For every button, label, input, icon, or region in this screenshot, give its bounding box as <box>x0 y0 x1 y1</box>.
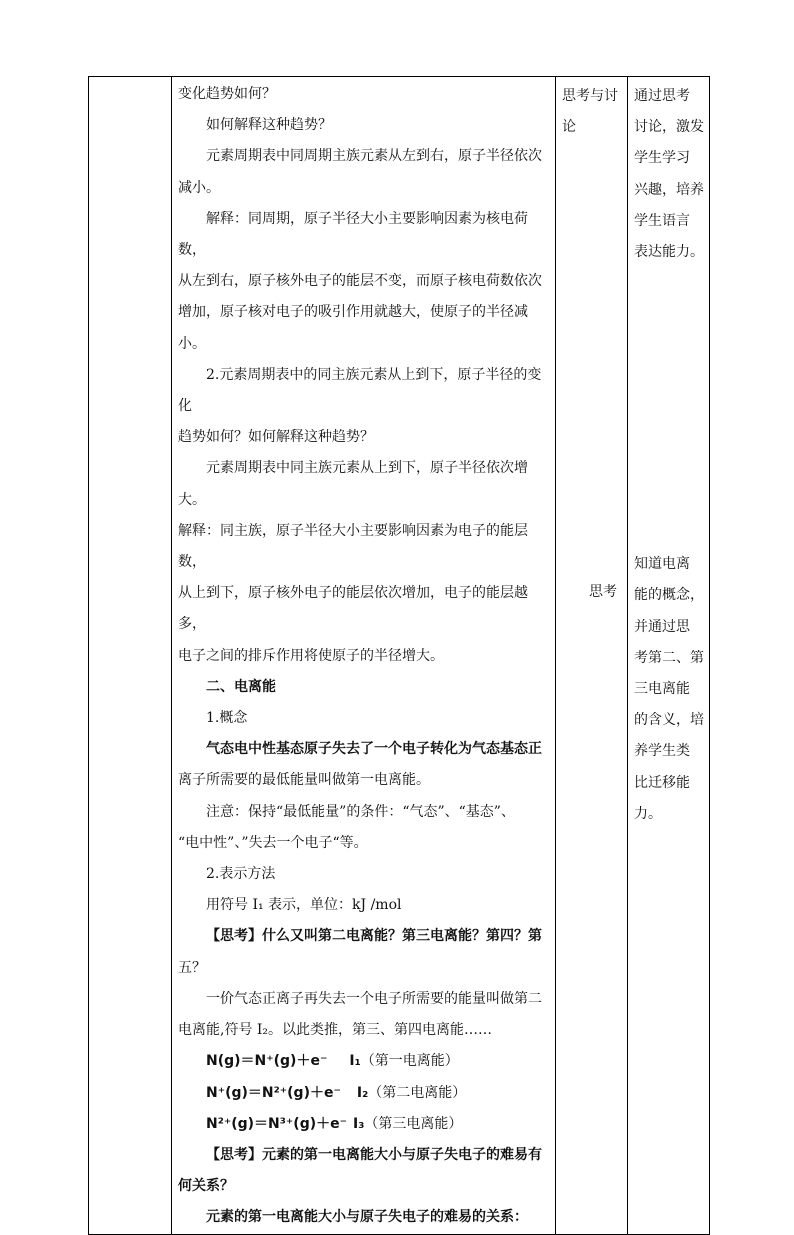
content-line: 增加，原子核对电子的吸引作用就越大，使原子的半径减小。 <box>178 304 528 352</box>
stage-column-cell <box>89 77 172 1235</box>
definition-line: 气态电中性基态原子失去了一个电子转化为气态基态正 <box>206 741 542 758</box>
equation-formula: N²⁺(g)＝N³⁺(g)＋e⁻ <box>206 1115 347 1132</box>
content-column-cell <box>172 77 556 1235</box>
subsection-heading: 1.概念 <box>206 710 248 727</box>
ionization-equation <box>178 1109 551 1140</box>
intent-line: 能的概念， <box>634 587 704 604</box>
activity-column-cell <box>556 77 628 1235</box>
content-line: 从左到右，原子核外电子的能层不变，而原子核电荷数依次 <box>178 273 542 290</box>
activity-line: 思考与讨 <box>562 88 618 104</box>
intent-column-cell <box>628 77 710 1235</box>
definition-line: 离子所需要的最低能量叫做第一电离能。 <box>178 772 430 789</box>
content-line: 解释：同主族，原子半径大小主要影响因素为电子的能层数， <box>178 522 528 571</box>
intent-line: 养学生类 <box>634 743 690 760</box>
think-question: 五？ <box>178 959 206 976</box>
content-line: 元素周期表中同周期主族元素从左到右，原子半径依次 <box>206 148 542 165</box>
ionization-equation <box>178 1078 551 1109</box>
equation-symbol: I₃ <box>353 1115 365 1132</box>
equation-label: （第二电离能） <box>368 1084 467 1101</box>
content-line: 2.元素周期表中的同主族元素从上到下，原子半径的变化 <box>178 366 542 415</box>
content-line: 变化趋势如何？ <box>178 86 276 102</box>
intent-line: 考第二、第 <box>634 649 704 666</box>
activity-line: 论 <box>562 119 576 136</box>
content-line: 如何解释这种趋势？ <box>206 117 332 134</box>
content-line: 元素周期表中同主族元素从上到下，原子半径依次增大。 <box>178 460 528 508</box>
equation-label: （第一电离能） <box>360 1053 459 1070</box>
content-line: 趋势如何？如何解释这种趋势？ <box>178 429 374 446</box>
activity-content <box>556 77 627 609</box>
lesson-table <box>88 76 710 1235</box>
intent-line: 表达能力。 <box>634 244 704 261</box>
intent-line: 兴趣，培养 <box>634 181 704 198</box>
content-line: 一价气态正离子再失去一个电子所需要的能量叫做第二 <box>206 990 542 1007</box>
intent-line: 学生语言 <box>634 212 690 229</box>
think-question: 【思考】什么又叫第二电离能？第三电离能？第四？第 <box>206 928 542 945</box>
content-line: 从上到下，原子核外电子的能层依次增加，电子的能层越多， <box>178 585 528 633</box>
think-question: 【思考】元素的第一电离能大小与原子失电子的难易有 <box>206 1146 542 1163</box>
content-line: 元素的第一电离能大小与原子失电子的难易的关系： <box>206 1209 528 1226</box>
activity-second: 思考 <box>589 584 617 601</box>
intent-line: 的含义，培 <box>634 712 704 729</box>
intent-line: 讨论，激发 <box>634 119 704 136</box>
intent-line: 三电离能 <box>634 681 690 698</box>
section-heading: 二、电离能 <box>206 678 276 695</box>
lesson-content <box>172 77 555 1234</box>
equation-formula: N(g)＝N⁺(g)＋e⁻ <box>206 1053 328 1070</box>
note-line: “电中性”、”失去一个电子“等。 <box>178 834 368 851</box>
subsection-heading: 2.表示方法 <box>206 866 276 883</box>
think-question: 何关系？ <box>178 1178 234 1195</box>
intent-line: 比迁移能 <box>634 774 690 791</box>
content-line: 解释：同周期，原子半径大小主要影响因素为核电荷数， <box>178 210 528 259</box>
intent-line: 知道电离 <box>634 556 690 573</box>
content-line: 减小。 <box>178 179 220 196</box>
intent-line: 通过思考 <box>634 88 690 104</box>
symbol-line: 用符号 I₁ 表示，单位：kJ /mol <box>206 897 402 914</box>
content-line: 电子之间的排斥作用将使原子的半径增大。 <box>178 647 444 664</box>
intent-line: 并通过思 <box>634 618 690 635</box>
equation-symbol: I₁ <box>349 1053 361 1070</box>
ionization-equation <box>178 1046 551 1077</box>
equation-formula: N⁺(g)＝N²⁺(g)＋e⁻ <box>206 1084 341 1101</box>
equation-label: （第三电离能） <box>364 1115 463 1132</box>
intent-line: 学生学习 <box>634 150 690 167</box>
note-line: 注意：保持“最低能量”的条件：“气态”、“基态”、 <box>206 803 515 820</box>
intent-content <box>628 77 709 830</box>
equation-symbol: I₂ <box>356 1084 369 1101</box>
content-line: 电离能,符号 I₂。以此类推，第三、第四电离能…… <box>178 1022 493 1039</box>
activity-first <box>562 81 623 143</box>
intent-line: 力。 <box>634 805 662 822</box>
